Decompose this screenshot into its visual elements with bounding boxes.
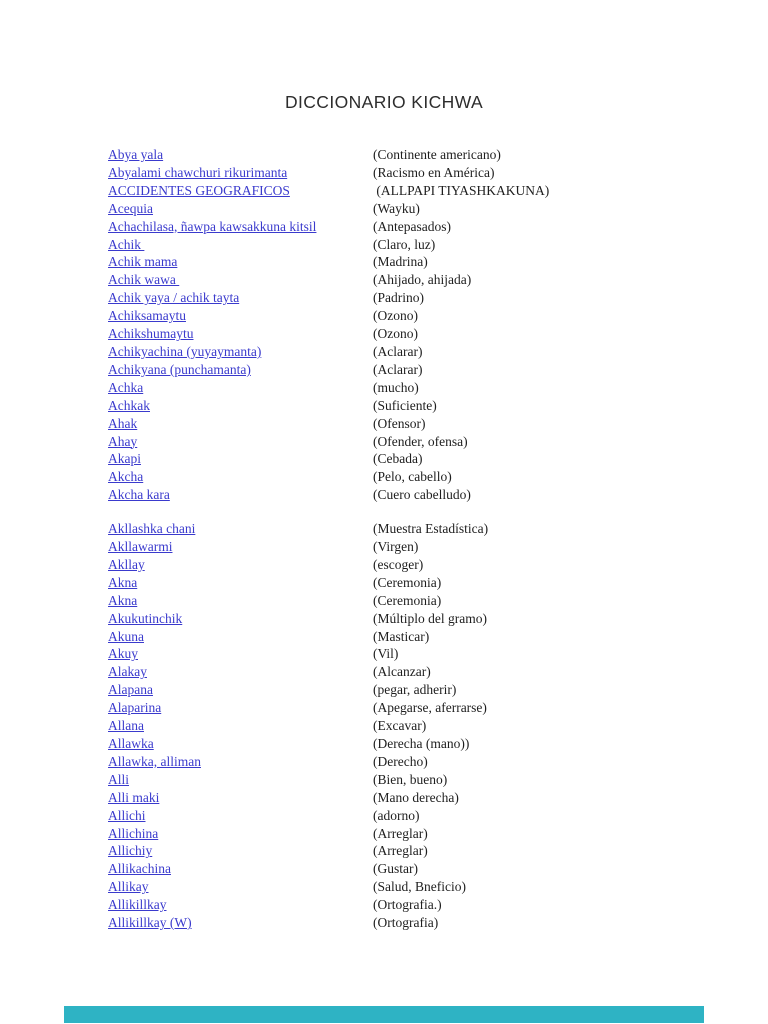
dictionary-entry-row <box>108 361 728 379</box>
term-link[interactable]: Allikay <box>108 879 149 895</box>
term-link[interactable]: Achik yaya / achik tayta <box>108 290 240 306</box>
dictionary-entry-row <box>108 307 728 325</box>
dictionary-entry-row <box>108 182 728 200</box>
dictionary-entry-row <box>108 538 728 556</box>
dictionary-entry-row <box>108 645 728 663</box>
definition-text: (Gustar) <box>373 861 418 877</box>
dictionary-entry-row <box>108 592 728 610</box>
term-link[interactable]: Allikachina <box>108 861 171 877</box>
term-link[interactable]: Achik <box>108 236 145 252</box>
term-link[interactable]: Achiksamaytu <box>108 308 186 324</box>
definition-text: (Continente americano) <box>373 147 501 162</box>
dictionary-entry-row <box>108 253 728 271</box>
definition-text: (Ofender, ofensa) <box>373 433 468 449</box>
dictionary-list <box>108 146 728 932</box>
dictionary-entry-row <box>108 146 728 164</box>
dictionary-entry-row <box>108 574 728 592</box>
dictionary-entry-row <box>108 397 728 415</box>
term-link[interactable]: Akuna <box>108 628 144 644</box>
dictionary-entry-row <box>108 825 728 843</box>
term-link[interactable]: Allichina <box>108 825 159 841</box>
dictionary-entry-row <box>108 878 728 896</box>
definition-text: (Ceremonia) <box>373 592 442 608</box>
term-link[interactable]: Acequia <box>108 200 153 216</box>
dictionary-entry-row <box>108 789 728 807</box>
definition-text: (Antepasados) <box>373 218 451 234</box>
page-title: DICCIONARIO KICHWA <box>284 92 484 112</box>
term-link[interactable]: Alli maki <box>108 789 160 805</box>
term-link[interactable]: Achik mama <box>108 254 178 270</box>
dictionary-entry-row <box>108 663 728 681</box>
definition-text: (Alcanzar) <box>373 664 431 680</box>
definition-text: (Mano derecha) <box>373 789 459 805</box>
term-link[interactable]: Achik wawa <box>108 272 180 288</box>
definition-text: (Apegarse, aferrarse) <box>373 700 487 716</box>
dictionary-entry-row <box>108 735 728 753</box>
dictionary-entry-row <box>108 681 728 699</box>
definition-text: (Ozono) <box>373 308 418 324</box>
term-link[interactable]: Allikillkay <box>108 897 167 913</box>
definition-text: (Ofensor) <box>373 415 426 431</box>
term-link[interactable]: Akna <box>108 592 138 608</box>
definition-text: (Derecha (mano)) <box>373 736 470 751</box>
term-link[interactable]: Allawka, alliman <box>108 753 201 769</box>
term-link[interactable]: Akllay <box>108 556 145 572</box>
term-link[interactable]: Allana <box>108 718 144 734</box>
term-link[interactable]: Achikyana (punchamanta) <box>108 361 251 377</box>
definition-text: (ALLPAPI TIYASHKAKUNA) <box>373 182 550 198</box>
definition-text: (Racismo en América) <box>373 164 495 180</box>
term-link[interactable]: Allichi <box>108 807 146 823</box>
term-link[interactable]: Achikyachina (yuyaymanta) <box>108 343 262 359</box>
definition-text: (Salud, Bneficio) <box>373 879 466 895</box>
definition-text: (Claro, luz) <box>373 236 436 252</box>
dictionary-entry-row <box>108 896 728 914</box>
dictionary-entry-row <box>108 486 728 504</box>
dictionary-entry-row <box>108 520 728 538</box>
definition-text: (Ortografia) <box>373 915 439 931</box>
definition-text: (Masticar) <box>373 628 430 644</box>
dictionary-entry-row <box>108 379 728 397</box>
definition-text: (pegar, adherir) <box>373 682 457 698</box>
definition-text: (Ozono) <box>373 326 418 342</box>
definition-text: (Aclarar) <box>373 343 423 359</box>
definition-text: (Ortografia.) <box>373 897 442 913</box>
dictionary-entry-row <box>108 699 728 717</box>
dictionary-entry-row <box>108 433 728 451</box>
term-link[interactable]: Alli <box>108 771 130 787</box>
definition-text: (escoger) <box>373 556 424 572</box>
term-link[interactable]: Alakay <box>108 664 147 680</box>
definition-text: (Virgen) <box>373 539 419 555</box>
dictionary-entry-row <box>108 236 728 254</box>
term-link[interactable]: Akcha <box>108 469 144 485</box>
dictionary-entry-row <box>108 807 728 825</box>
dictionary-entry-row <box>108 271 728 289</box>
definition-text: (Pelo, cabello) <box>373 469 452 485</box>
term-link[interactable]: Akukutinchik <box>108 610 183 626</box>
definition-text: (Derecho) <box>373 753 428 769</box>
definition-text: (Ahijado, ahijada) <box>373 272 472 288</box>
definition-text: (Excavar) <box>373 718 427 734</box>
term-link[interactable]: Abya yala <box>108 147 164 162</box>
dictionary-entry-row <box>108 914 728 932</box>
definition-text: (Aclarar) <box>373 361 423 377</box>
term-link[interactable]: Akllashka chani <box>108 521 196 537</box>
dictionary-entry-row <box>108 610 728 628</box>
term-link[interactable]: Akna <box>108 574 138 590</box>
dictionary-entry-row <box>108 289 728 307</box>
definition-text: (Vil) <box>373 646 399 662</box>
definition-text: (Padrino) <box>373 290 424 306</box>
term-link[interactable]: Abyalami chawchuri rikurimanta <box>108 164 288 180</box>
definition-text: (Cuero cabelludo) <box>373 487 471 503</box>
term-link[interactable]: ACCIDENTES GEOGRAFICOS <box>108 182 290 198</box>
definition-text: (Madrina) <box>373 254 428 270</box>
term-link[interactable]: Alaparina <box>108 700 162 716</box>
term-link[interactable]: Ahay <box>108 433 138 449</box>
definition-text: (adorno) <box>373 807 420 823</box>
dictionary-entry-row <box>108 415 728 433</box>
definition-text: (Múltiplo del gramo) <box>373 610 487 626</box>
term-link[interactable]: Allawka <box>108 736 154 751</box>
dictionary-entry-row <box>108 753 728 771</box>
dictionary-entry-row <box>108 628 728 646</box>
term-link[interactable]: Akllawarmi <box>108 539 173 555</box>
definition-text: (Muestra Estadística) <box>373 521 489 537</box>
dictionary-entry-row <box>108 771 728 789</box>
definition-text: (Arreglar) <box>373 843 428 859</box>
dictionary-entry-row <box>108 860 728 878</box>
dictionary-entry-row <box>108 450 728 468</box>
definition-text: (Wayku) <box>373 200 420 216</box>
term-link[interactable]: Akuy <box>108 646 138 662</box>
term-link[interactable]: Allichiy <box>108 843 153 859</box>
term-link[interactable]: Alapana <box>108 682 153 698</box>
definition-text: (Suficiente) <box>373 397 437 413</box>
footer-bar <box>64 1006 704 1023</box>
definition-text: (Arreglar) <box>373 825 428 841</box>
term-link[interactable]: Achachilasa, ñawpa kawsakkuna kitsil <box>108 218 317 234</box>
definition-text: (mucho) <box>373 379 419 395</box>
dictionary-entry-row <box>108 556 728 574</box>
term-link[interactable]: Akcha kara <box>108 487 170 503</box>
term-link[interactable]: Achka <box>108 379 144 395</box>
term-link[interactable]: Achkak <box>108 397 150 413</box>
definition-text: (Cebada) <box>373 451 423 467</box>
dictionary-entry-row <box>108 468 728 486</box>
term-link[interactable]: Allikillkay (W) <box>108 915 192 931</box>
term-link[interactable]: Achikshumaytu <box>108 326 194 342</box>
dictionary-entry-row <box>108 842 728 860</box>
dictionary-entry-row <box>108 343 728 361</box>
term-link[interactable]: Akapi <box>108 451 141 467</box>
dictionary-entry-row <box>108 200 728 218</box>
dictionary-entry-row <box>108 218 728 236</box>
dictionary-entry-row <box>108 164 728 182</box>
definition-text: (Bien, bueno) <box>373 771 448 787</box>
dictionary-entry-row <box>108 325 728 343</box>
group-gap <box>108 504 728 520</box>
term-link[interactable]: Ahak <box>108 415 138 431</box>
definition-text: (Ceremonia) <box>373 574 442 590</box>
dictionary-entry-row <box>108 717 728 735</box>
